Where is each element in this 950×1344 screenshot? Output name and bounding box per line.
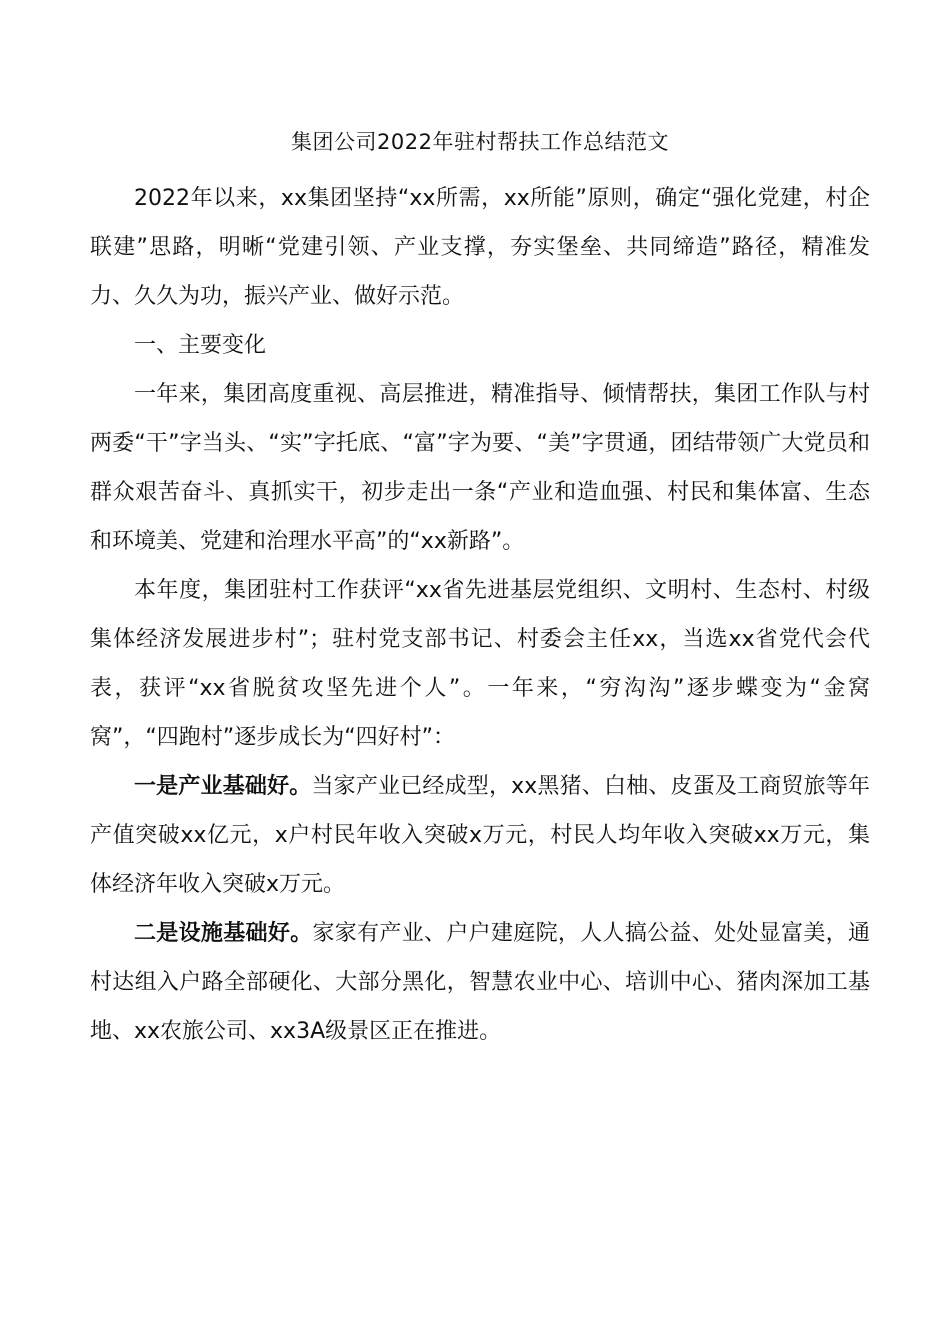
paragraph-text: 家家有产业、户户建庭院，人人搞公益、处处显富美，通村达组入户路全部硬化、大部分黑化，智慧农业中心、培训中心、猪肉深加工基地、xx农旅公司、xx3A级景区正在推进。 [90, 921, 870, 1044]
document-title: 集团公司2022年驻村帮扶工作总结范文 [291, 130, 669, 154]
paragraph-intro [90, 174, 870, 321]
paragraph-lead: 二是设施基础好。 [134, 921, 313, 946]
paragraph-awards [90, 566, 870, 762]
document-page [90, 118, 870, 1056]
paragraph-lead: 一是产业基础好。 [134, 774, 312, 799]
paragraph-text: 一、主要变化 [134, 333, 267, 358]
paragraph-text: 当家产业已经成型，xx黑猪、白柚、皮蛋及工商贸旅等年产值突破xx亿元，x户村民年收入突破x万元，村民人均年收入突破xx万元，集体经济年收入突破x万元。 [90, 774, 870, 897]
paragraph-industry-foundation [90, 762, 870, 909]
paragraph-year-overview [90, 370, 870, 566]
paragraph-text: 2022年以来，xx集团坚持“xx所需，xx所能”原则，确定“强化党建，村企联建”思路，明晰“党建引领、产业支撑，夯实堡垒、共同缔造”路径，精准发力、久久为功，振兴产业、做好示范。 [90, 186, 870, 309]
paragraph-text: 一年来，集团高度重视、高层推进，精准指导、倾情帮扶，集团工作队与村两委“干”字当头、“实”字托底、“富”字为要、“美”字贯通，团结带领广大党员和群众艰苦奋斗、真抓实干，初步走出一条“产业和造血强、村民和集体富、生态和环境美、党建和治理水平高”的“xx新路”。 [90, 382, 870, 554]
section-heading-main-changes [90, 321, 870, 370]
paragraph-text: 本年度，集团驻村工作获评“xx省先进基层党组织、文明村、生态村、村级集体经济发展进步村”；驻村党支部书记、村委会主任xx，当选xx省党代会代表，获评“xx省脱贫攻坚先进个人”。一年来，“穷沟沟”逐步蝶变为“金窝窝”，“四跑村”逐步成长为“四好村”： [90, 578, 870, 750]
paragraph-facility-foundation [90, 909, 870, 1056]
